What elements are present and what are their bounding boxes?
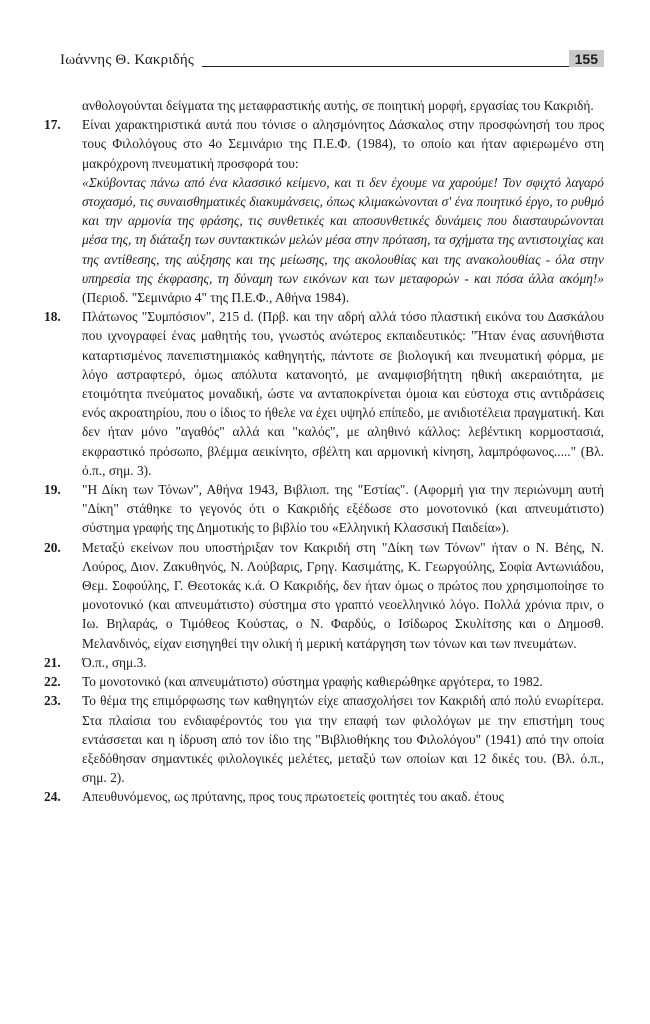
footnote-number: 17. — [44, 117, 61, 133]
footnote-20 — [44, 538, 604, 653]
footnote-citation: (Περιοδ. "Σεμινάριο 4" της Π.Ε.Φ., Αθήνα 1984). — [82, 290, 350, 306]
footnote-24 — [44, 787, 604, 806]
footnote-quote: «Σκύβοντας πάνω από ένα κλασσικό κείμενο, και τι δεν έχουμε να χαρούμε! Τον σφιχτό λαγαρό στοχασμό, τις συναισθηματικές διακυμάνσεις, όπως κλιμακώνονται σ' ένα ποιητικό έργο, το ρυθμό και την αρμονία της φράσης, τις συνθετικές και αποσυνθετικές δυνάμεις που διασταυρώνονται μέσα της, τη διάταξη των συντακτικών μελών μέσα στην πρόταση, τα σχήματα της αντιστοιχίας και της αντίθεσης, της αύξησης και της μείωσης, της ακολουθίας και της ανακολουθίας - όλα στην υπηρεσία της έκφρασης, τη δύναμη των εικόνων και των μεταφορών - και πόσα άλλα ακόμη!» — [82, 174, 604, 286]
footnote-23 — [44, 691, 604, 787]
footnote-text: "Η Δίκη των Τόνων", Αθήνα 1943, Βιβλιοπ. της "Εστίας". (Αφορμή για την περιώνυμη αυτή "Δίκη" στάθηκε το γεγονός ότι ο Κακριδής εξέδωσε στο μονοτονικό (και απνευμάτιστο) σύστημα γραφής της Δημοτικής το βιβλίο του «Ελληνική Κλασσική Παιδεία»). — [82, 482, 604, 536]
intro-continuation: ανθολογούνται δείγματα της μεταφραστικής αυτής, σε ποιητική μορφή, εργασίας του Κακριδή. — [82, 98, 594, 113]
footnote-number: 23. — [44, 693, 61, 709]
author-name: Ιωάννης Θ. Κακριδής — [60, 52, 195, 68]
footnote-text: Το θέμα της επιμόρφωσης των καθηγητών είχε απασχολήσει τον Κακριδή από πολύ ενωρίτερα. Στα πλαίσια του ενδιαφέροντός του για την επαφή των φιλολόγων με την επιστήμη τους εντάσσεται και η ίδρυση από τον ίδιο της "Βιβλιοθήκης του Φιλολόγου" (1941) από την οποία εξεδόθησαν σημαντικές φιλολογικές μελέτες, μεταξύ των οποίων και 12 δικές του. (Βλ. ό.π., σημ. 2). — [82, 693, 604, 786]
footnote-17 — [44, 115, 604, 307]
footnote-number: 20. — [44, 539, 61, 555]
footnote-18 — [44, 307, 604, 480]
footnote-lead: Είναι χαρακτηριστικά αυτά που τόνισε ο αλησμόνητος Δάσκαλος στην προσφώνησή του προς τους Φιλολόγους στο 4ο Σεμινάριο της Π.Ε.Φ. (1984), το οποίο και ήταν αφιερωμένο στη μακρόχρονη πνευματική προσφορά του: — [82, 117, 604, 171]
footnote-text: Μεταξύ εκείνων που υποστήριξαν τον Κακριδή στη "Δίκη των Τόνων" ήταν ο Ν. Βέης, Ν. Λούρος, Διον. Ζακυθηνός, Ν. Λούβαρις, Γρηγ. Κασιμάτης, Κ. Γεωργούλης, Σοφία Αντωνιάδου, Θεμ. Σοφούλης, Γ. Θεοτοκάς κ.ά. Ο Κακριδής, δεν ήταν όμως ο πρώτος που χρησιμοποίησε το μονοτονικό (και απνευμάτιστο) σύστημα στο γραπτό νεοελληνικό λόγο. Πολλά χρόνια πριν, ο Ιω. Βηλαράς, ο Τιμόθεος Κούστας, ο Ν. Φαρδύς, ο Ισίδωρος Σκυλίτσης και ο Δημοσθ. Μελανδινός, είχαν εισηγηθεί την ολική ή μερική κατάργηση των τόνων και των πνευμάτων. — [82, 539, 604, 651]
footnote-19 — [44, 480, 604, 538]
page-number: 155 — [569, 50, 604, 67]
footnote-number: 18. — [44, 309, 61, 325]
footnote-text: Ό.π., σημ.3. — [82, 654, 147, 670]
footnotes-body — [44, 96, 604, 807]
footnote-number: 19. — [44, 482, 61, 498]
footnote-text: Απευθυνόμενος, ως πρύτανης, προς τους πρωτοετείς φοιτητές του ακαδ. έτους — [82, 789, 504, 805]
footnote-number: 21. — [44, 654, 61, 670]
running-header — [60, 48, 604, 78]
footnote-text: Το μονοτονικό (και απνευμάτιστο) σύστημα γραφής καθιερώθηκε αργότερα, το 1982. — [82, 674, 543, 690]
footnote-number: 22. — [44, 674, 61, 690]
header-rule — [202, 66, 580, 67]
footnote-22 — [44, 672, 604, 691]
footnote-number: 24. — [44, 789, 61, 805]
footnote-text — [82, 115, 604, 307]
footnote-21 — [44, 653, 604, 672]
footnote-text: Πλάτωνος "Συμπόσιον", 215 d. (Πρβ. και την αδρή αλλά τόσο πλαστική εικόνα του Δασκάλου που ιχνογραφεί ένας μαθητής του, γνωστός ανώτερος εκπαιδευτικός: "Ήταν ένας ασυνήθιστα καταρτισμένος πανεπιστημιακός καθηγητής, πάντοτε σε βιολογική και πνευματική φόρμα, με λόγο αστραφτερό, όμως απόλυτα κατανοητό, με αναμφισβήτητη ηθική ακεραιότητα, με ετοιμότητα πνεύματος μοναδική, ώστε να ανταποκρίνεται όμοια και εύστοχα στις αντιδράσεις ενός ακροατηρίου, που ο ίδιος το ήθελε να έχει υψηλό επίπεδο, με ανιδιοτέλεια πραγματική. Και δεν ήταν μόνο "αγαθός" αλλά και "καλός", με αληθινό κάλλος: λεβέντικη κορμοστασιά, εκφραστικό πρόσωπο, βλέμμα αεικίνητο, σβέλτη και αρμονική κίνηση, λαμπρόφωνος....." (Βλ. ό.π., σημ. 3). — [82, 309, 604, 478]
